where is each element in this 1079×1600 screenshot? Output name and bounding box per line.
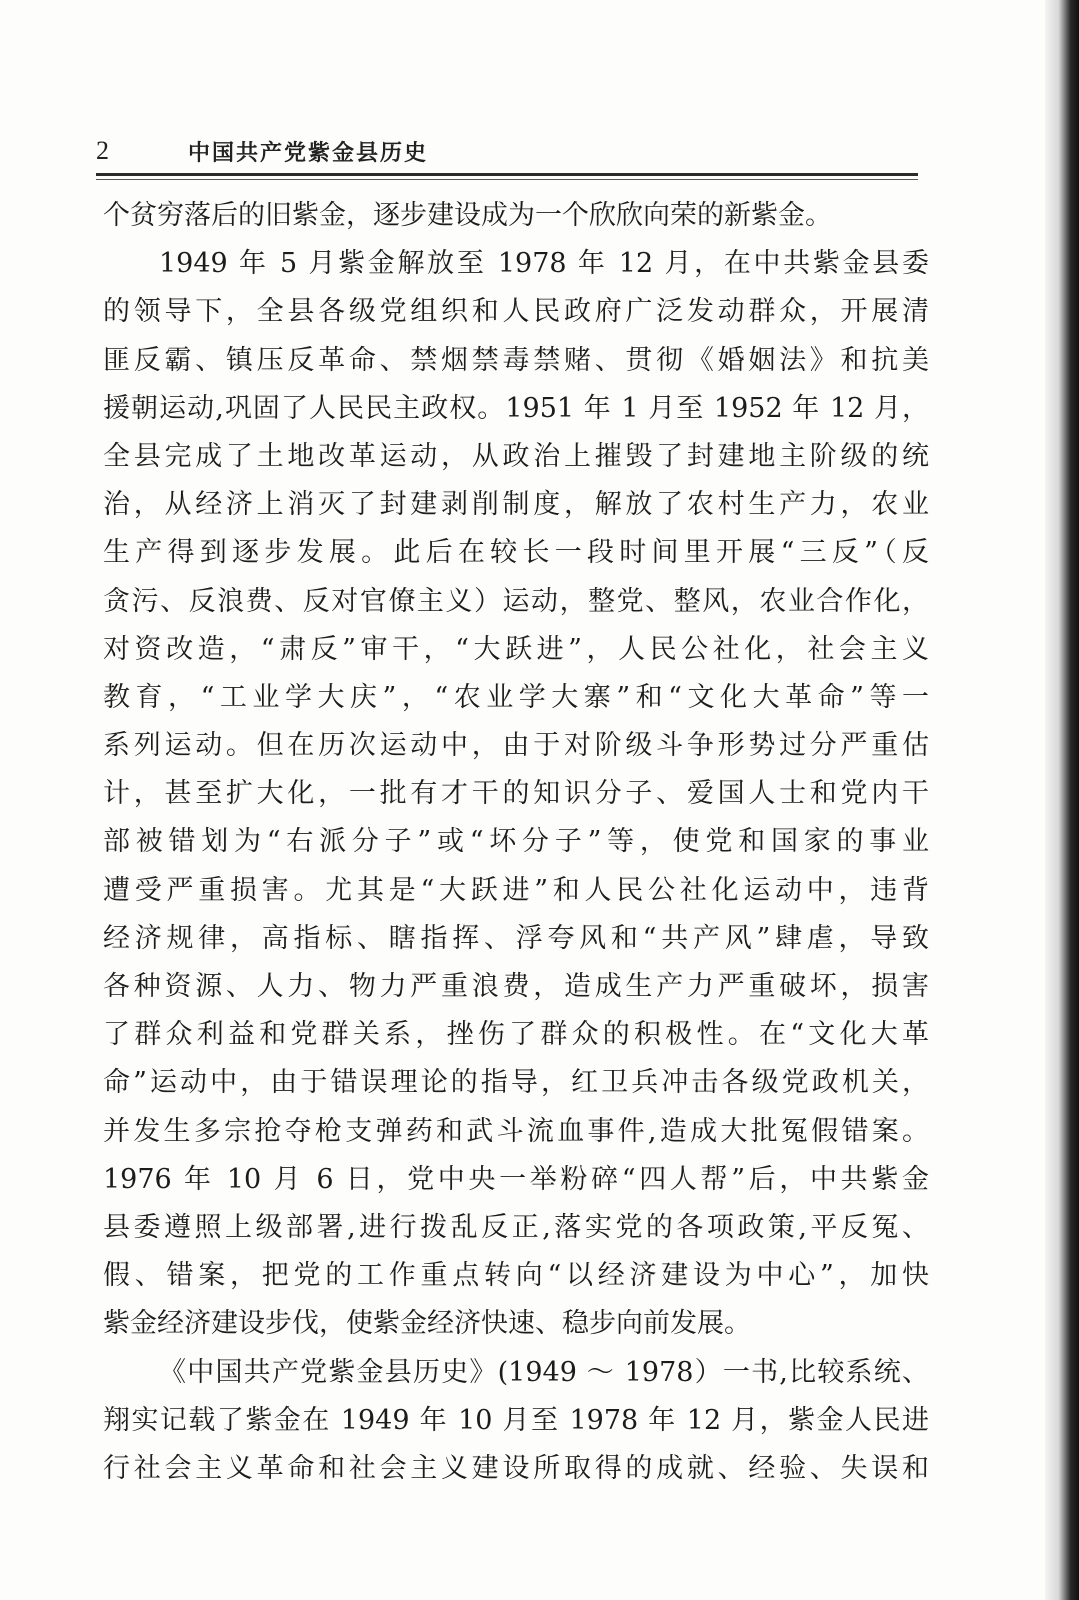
text-line: 行社会主义革命和社会主义建设所取得的成就、经验、失误和 (103, 1452, 929, 1484)
text-line: 个贫穷落后的旧紫金，逐步建设成为一个欣欣向荣的新紫金。 (103, 200, 832, 231)
page-number: 2 (96, 136, 109, 165)
header-rule-thick (96, 173, 918, 176)
text-line: 假、错案，把党的工作重点转向“以经济建设为中心”，加快 (103, 1260, 929, 1292)
text-line: 的领导下，全县各级党组织和人民政府广泛发动群众，开展清 (103, 296, 929, 328)
body-text (103, 192, 929, 1493)
text-line: 对资改造，“肃反”审干，“大跃进”，人民公社化，社会主义 (103, 633, 929, 665)
text-line: 援朝运动,巩固了人民民主政权。1951 年 1 月至 1952 年 12 月， (103, 392, 929, 424)
page-header (96, 132, 918, 172)
text-line: 系列运动。但在历次运动中，由于对阶级斗争形势过分严重估 (103, 730, 929, 762)
text-line: 教育，“工业学大庆”，“农业学大寨”和“文化大革命”等一 (103, 681, 929, 713)
text-line: 1949 年 5 月紫金解放至 1978 年 12 月，在中共紫金县委 (159, 248, 929, 280)
text-line: 各种资源、人力、物力严重浪费，造成生产力严重破坏，损害 (103, 971, 929, 1002)
text-line: 全县完成了土地改革运动，从政治上摧毁了封建地主阶级的统 (103, 440, 929, 472)
text-line: 紫金经济建设步伐，使紫金经济快速、稳步向前发展。 (103, 1308, 751, 1340)
text-line: 匪反霸、镇压反革命、禁烟禁毒禁赌、贯彻《婚姻法》和抗美 (103, 344, 929, 376)
text-line: 部被错划为“右派分子”或“坏分子”等，使党和国家的事业 (103, 826, 929, 858)
text-line: 县委遵照上级部署,进行拨乱反正,落实党的各项政策,平反冤、 (103, 1211, 929, 1243)
text-line: 遭受严重损害。尤其是“大跃进”和人民公社化运动中，违背 (103, 874, 929, 906)
text-line: 贪污、反浪费、反对官僚主义）运动，整党、整风，农业合作化， (103, 585, 929, 617)
text-line: 翔实记载了紫金在 1949 年 10 月至 1978 年 12 月，紫金人民进 (103, 1404, 929, 1436)
running-title: 中国共产党紫金县历史 (188, 140, 429, 166)
text-line: 《中国共产党紫金县历史》(1949 ～ 1978）一书,比较系统、 (159, 1356, 929, 1388)
scan-page-edge (1045, 0, 1079, 1600)
text-line: 经济规律，高指标、瞎指挥、浮夸风和“共产风”肆虐，导致 (103, 922, 929, 954)
text-line: 了群众利益和党群关系，挫伤了群众的积极性。在“文化大革 (103, 1019, 929, 1051)
text-line: 并发生多宗抢夺枪支弹药和武斗流血事件,造成大批冤假错案。 (103, 1115, 929, 1147)
text-line: 命”运动中，由于错误理论的指导，红卫兵冲击各级党政机关， (103, 1067, 929, 1099)
text-line: 1976 年 10 月 6 日，党中央一举粉碎“四人帮”后，中共紫金 (103, 1163, 929, 1195)
text-line: 治，从经济上消灭了封建剥削制度，解放了农村生产力，农业 (103, 489, 929, 521)
text-line: 生产得到逐步发展。此后在较长一段时间里开展“三反”（反 (103, 537, 929, 569)
header-rule-thin (96, 179, 918, 180)
text-line: 计，甚至扩大化，一批有才干的知识分子、爱国人士和党内干 (103, 778, 929, 810)
